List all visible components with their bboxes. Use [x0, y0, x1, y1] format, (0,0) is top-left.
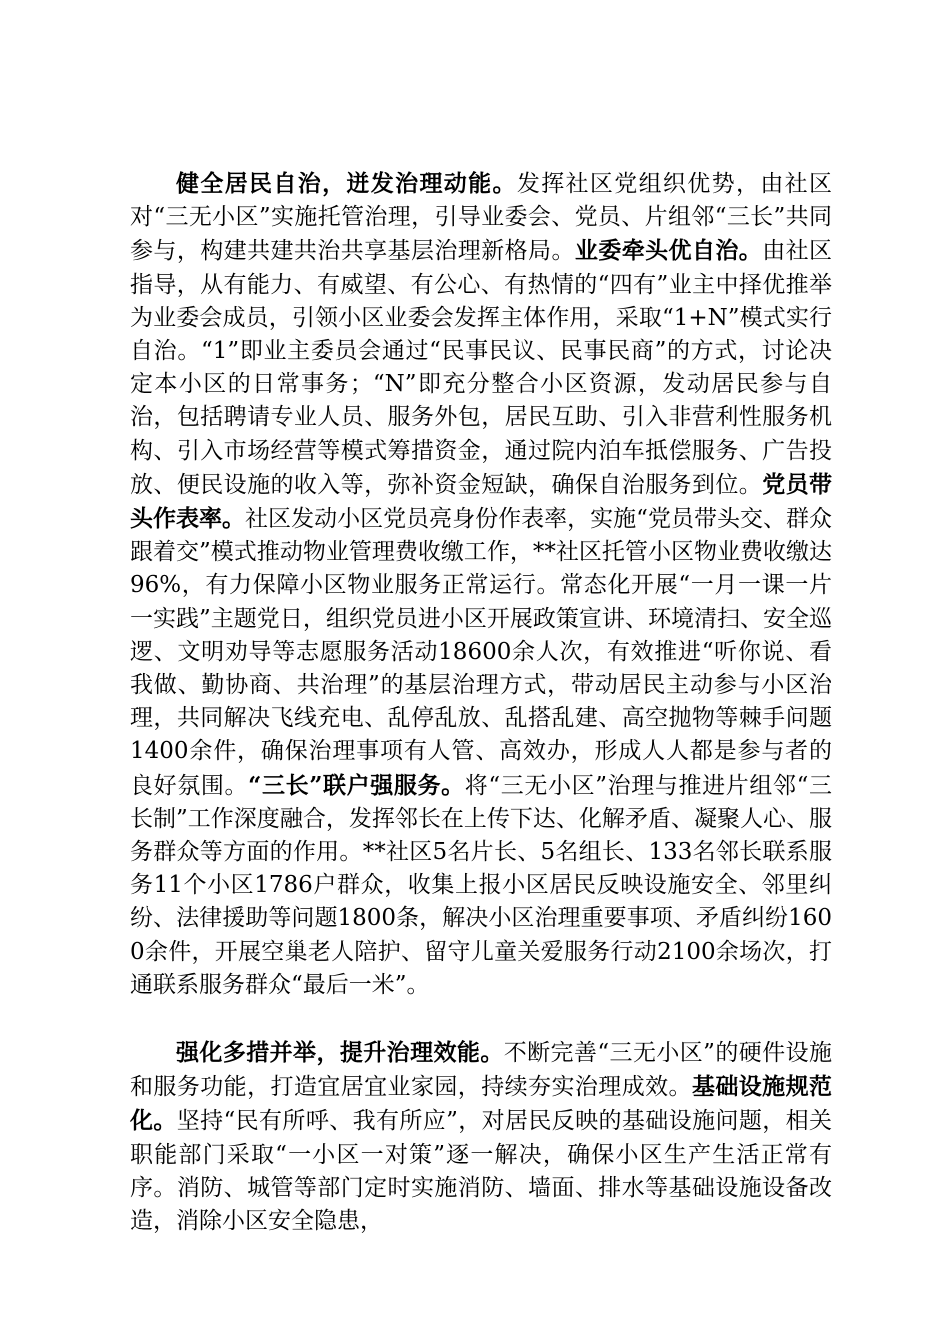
subheading-committee-autonomy: 业委牵头优自治。	[574, 237, 763, 265]
document-page	[130, 167, 832, 1238]
body-text: 不断完善“三无小区”的硬件设施和服务功能，打造宜居宜业家园，持续夯实治理成效。	[130, 1040, 832, 1101]
paragraph-resident-autonomy	[130, 167, 832, 1002]
heading-multi-measures: 强化多措并举，提升治理效能。	[176, 1039, 504, 1067]
subheading-three-heads: “三长”联户强服务。	[248, 771, 465, 799]
paragraph-multi-measures	[130, 1036, 832, 1238]
heading-resident-autonomy: 健全居民自治，迸发治理动能。	[176, 170, 517, 197]
body-text: 社区发动小区党员亮身份作表率，实施“党员带头交、群众跟着交”模式推动物业管理费收缴工作，**社区托管小区物业费收缴达96%，有力保障小区物业服务正常运行。常态化开展“一月一课一片一实践”主题党日，组织党员进小区开展政策宣讲、环境清扫、安全巡逻、文明劝导等志愿服务活动18600余人次，有效推进“听你说、看我做、勤协商、共治理”的基层治理方式，带动居民主动参与小区治理，共同解决飞线充电、乱停乱放、乱搭乱建、高空抛物等棘手问题1400余件，确保治理事项有人管、高效办，形成人人都是参与者的良好氛围。	[130, 506, 833, 799]
subheading-infrastructure: 基础设施规范化。	[130, 1073, 833, 1135]
body-text: 坚持“民有所呼、我有所应”，对居民反映的基础设施问题，相关职能部门采取“一小区一对策”逐一解决，确保小区生产生活正常有序。消防、城管等部门定时实施消防、墙面、排水等基础设施设备改造，消除小区安全隐患，	[130, 1108, 832, 1235]
body-text: 将“三无小区”治理与推进片组邻“三长制”工作深度融合，发挥邻长在上传下达、化解矛盾、凝聚人心、服务群众等方面的作用。**社区5名片长、5名组长、133名邻长联系服务11个小区1786户群众，收集上报小区居民反映设施安全、邻里纠纷、法律援助等问题1800条，解决小区治理重要事项、矛盾纠纷1600余件，开展空巢老人陪护、留守儿童关爱服务行动2100余场次，打通联系服务群众“最后一米”。	[130, 772, 832, 998]
body-text: 由社区指导，从有能力、有威望、有公心、有热情的“四有”业主中择优推举为业委会成员，引领小区业委会发挥主体作用，采取“1+N”模式实行自治。“1”即业主委员会通过“民事民议、民事民商”的方式，讨论决定本小区的日常事务；“N”即充分整合小区资源，发动居民参与自治，包括聘请专业人员、服务外包，居民互助、引入非营利性服务机构、引入市场经营等模式筹措资金，通过院内泊车抵偿服务、广告投放、便民设施的收入等，弥补资金短缺，确保自治服务到位。	[130, 238, 833, 498]
body-text: 发挥社区党组织优势，由社区对“三无小区”实施托管治理，引导业委会、党员、片组邻“三长”共同参与，构建共建共治共享基层治理新格局。	[130, 171, 833, 265]
subheading-party-members: 党员带头作表率。	[130, 470, 833, 533]
